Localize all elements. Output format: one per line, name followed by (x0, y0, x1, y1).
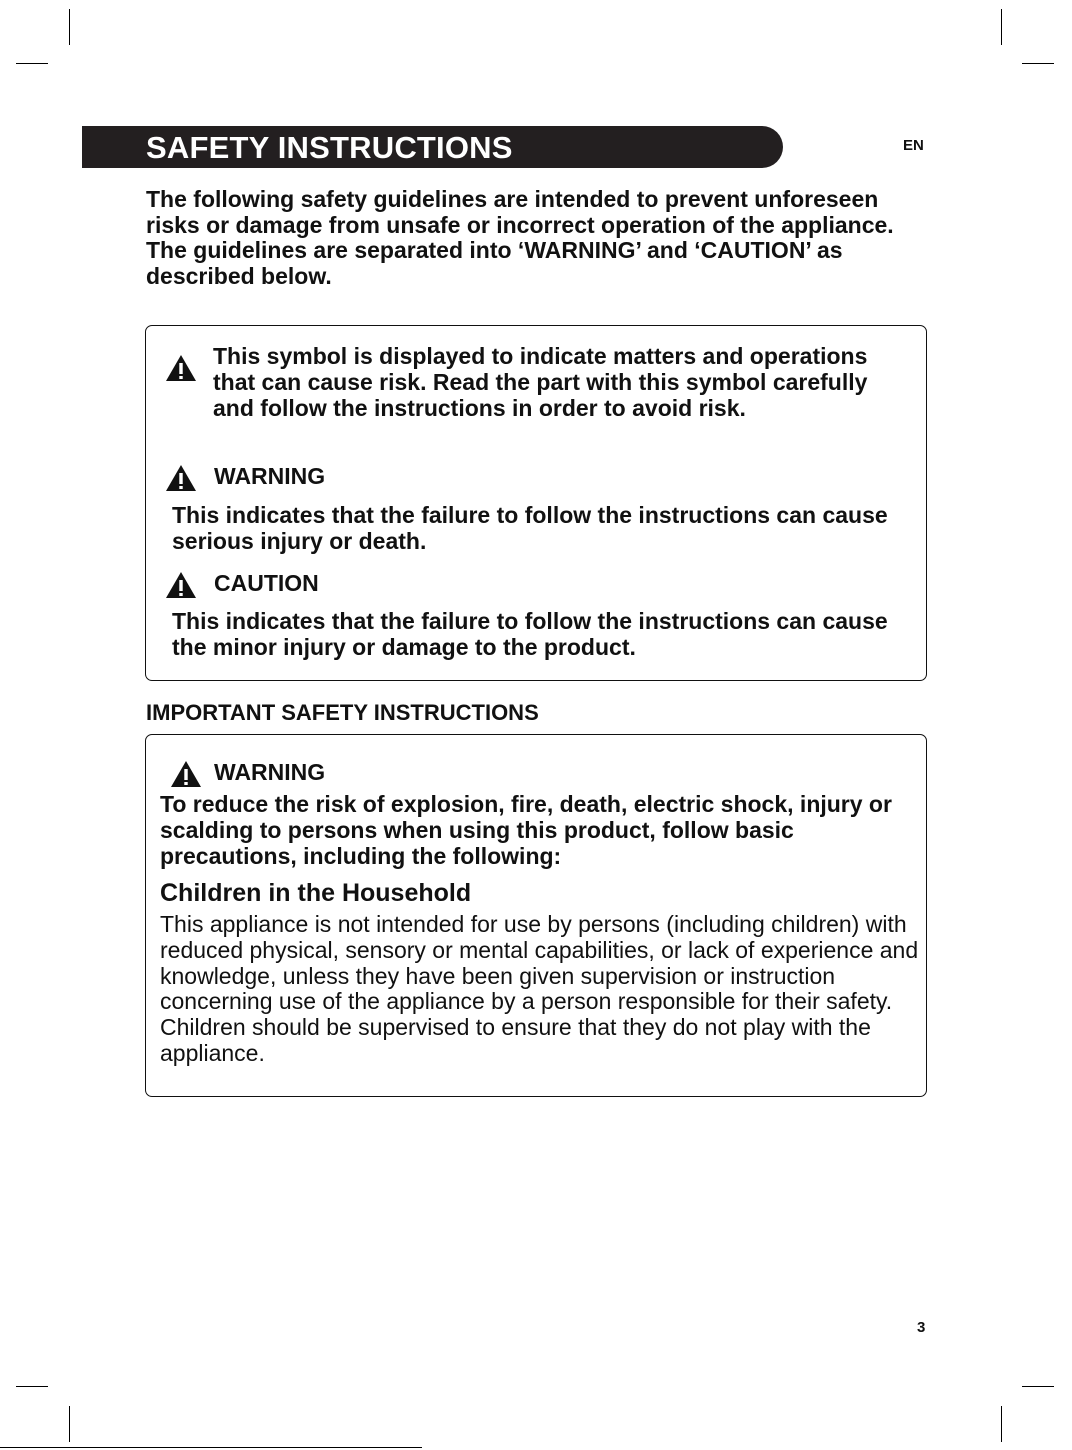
crop-mark-top-right-vertical (1001, 9, 1002, 45)
crop-mark-bottom-right-horizontal (1022, 1386, 1054, 1387)
subsection-title: Children in the Household (160, 879, 472, 907)
warning-description: This indicates that the failure to follow the instructions can cause serious injury or death. (172, 502, 888, 554)
footer-rule (0, 1447, 422, 1448)
warning-label: WARNING (214, 463, 326, 489)
warning-triangle-icon (165, 354, 197, 382)
crop-mark-top-left-vertical (69, 9, 70, 45)
language-label: EN (903, 137, 924, 154)
crop-mark-top-right-horizontal (1022, 63, 1054, 64)
page-number: 3 (917, 1319, 926, 1336)
warning-triangle-icon (170, 760, 202, 788)
important-warning-text: To reduce the risk of explosion, fire, death, electric shock, injury or scalding to persons when using this product, follow basic precautions, including the following: (160, 791, 892, 869)
section-title: IMPORTANT SAFETY INSTRUCTIONS (146, 700, 539, 725)
warning-triangle-icon (165, 464, 197, 492)
symbol-description: This symbol is displayed to indicate matters and operations that can cause risk. Read the part with this symbol carefully and follow the instructions in order to avoid risk. (213, 343, 868, 421)
important-warning-label: WARNING (214, 759, 326, 785)
intro-text (146, 187, 936, 289)
crop-mark-bottom-right-vertical (1001, 1406, 1002, 1442)
intro-paragraph-1: The following safety guidelines are intended to prevent unforeseen risks or damage from unsafe or incorrect operation of the appliance. (146, 186, 894, 238)
warning-triangle-icon (165, 571, 197, 599)
page-title: SAFETY INSTRUCTIONS (146, 130, 513, 165)
caution-label: CAUTION (214, 570, 319, 596)
subsection-text: This appliance is not intended for use by persons (including children) with reduced physical, sensory or mental capabilities, or lack of experience and knowledge, unless they have been given supervision or instruction concerning use of the appliance by a person responsible for their safety. Children should be supervised to ensure that they do not play with the appliance. (160, 911, 919, 1066)
crop-mark-bottom-left-vertical (69, 1406, 70, 1442)
intro-paragraph-2: The guidelines are separated into ‘WARNING’ and ‘CAUTION’ as described below. (146, 237, 843, 289)
crop-mark-bottom-left-horizontal (16, 1386, 48, 1387)
caution-description: This indicates that the failure to follow the instructions can cause the minor injury or damage to the product. (172, 608, 888, 660)
crop-mark-top-left-horizontal (16, 63, 48, 64)
